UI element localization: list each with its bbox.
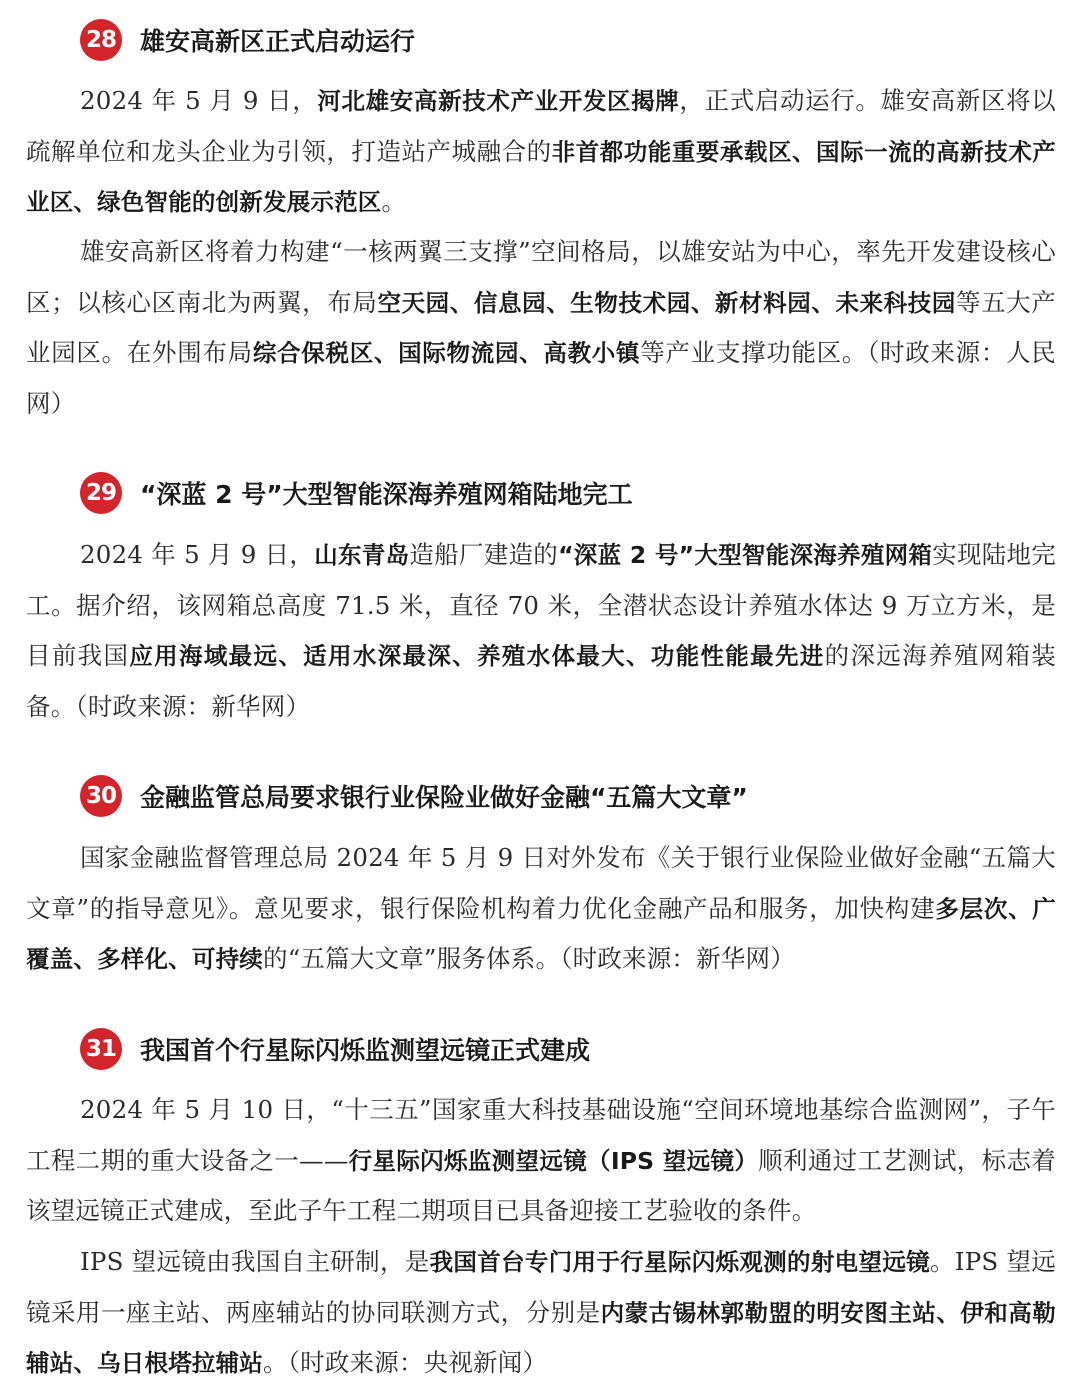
article-title: 雄安高新区正式启动运行: [140, 27, 416, 56]
article-title-row: [80, 773, 748, 819]
text-run: IPS 望远镜由我国自主研制，是: [80, 1247, 430, 1276]
text-run: 2024 年 5 月 9 日，: [80, 540, 315, 569]
number-badge: 28: [80, 19, 122, 61]
bold-text-run: 空天园、信息园、生物技术园、新材料园、未来科技园: [377, 288, 956, 317]
bold-text-run: 多层次、广覆盖、多样化、可持续: [26, 894, 1057, 973]
bold-text-run: 我国首台专门用于行星际闪烁观测的射电望远镜: [429, 1248, 930, 1276]
article-title: 我国首个行星际闪烁监测望远镜正式建成: [140, 1036, 591, 1065]
article-paragraph: [26, 833, 1056, 985]
bold-text-run: 山东青岛: [314, 541, 410, 569]
article-title: 金融监管总局要求银行业保险业做好金融“五篇大文章”: [140, 783, 748, 812]
article-paragraph: [26, 1237, 1056, 1389]
text-run: 2024 年 5 月 10 日，“十三五”国家重大科技基础设施“空间环境地基综合监测网”，子午工程二期的重大设备之一——: [26, 1095, 1056, 1175]
article-paragraph: [26, 227, 1056, 429]
text-run: 的深远海养殖网箱装备。（时政来源：新华网）: [26, 641, 1056, 721]
bold-text-run: “深蓝 2 号”大型智能深海养殖网箱: [558, 541, 933, 569]
text-run: 。IPS 望远镜采用一座主站、两座辅站的协同联测方式，分别是: [26, 1247, 1057, 1327]
text-run: 顺利通过工艺测试，标志着该望远镜正式建成，至此子午工程二期项目已具备迎接工艺验收的条件。: [26, 1145, 1056, 1225]
bold-text-run: 行星际闪烁监测望远镜（IPS 望远镜）: [348, 1146, 759, 1175]
text-run: 。（时政来源：央视新闻）: [263, 1348, 548, 1377]
text-run: ，正式启动运行。雄安高新区将以疏解单位和龙头企业为引领，打造站产城融合的: [26, 86, 1057, 166]
bold-text-run: 综合保税区、国际物流园、高教小镇: [252, 339, 641, 367]
article-paragraph: [26, 530, 1056, 732]
article-paragraph: [26, 76, 1056, 228]
text-run: 2024 年 5 月 9 日，: [80, 86, 318, 115]
text-run: 的“五篇大文章”服务体系。（时政来源：新华网）: [263, 944, 795, 973]
text-run: 造船厂建造的: [409, 540, 559, 569]
text-run: 雄安高新区将着力构建“一核两翼三支撑”空间格局，以雄安站为中心，率先开发建设核心区；以核心区南北为两翼，布局: [26, 237, 1056, 317]
bold-text-run: 内蒙古锡林郭勒盟的明安图主站、伊和高勒辅站、乌日根塔拉辅站: [26, 1298, 1056, 1377]
text-run: 国家金融监督管理总局 2024 年 5 月 9 日对外发布《关于银行业保险业做好金融“五篇大文章”的指导意见》。意见要求，银行保险机构着力优化金融产品和服务，加快构建: [26, 843, 1056, 923]
text-run: 。: [381, 187, 407, 216]
text-run: 等产业支撑功能区。（时政来源：人民网）: [26, 338, 1056, 418]
bold-text-run: 非首都功能重要承载区、国际一流的高新技术产业区、绿色智能的创新发展示范区: [26, 137, 1057, 216]
text-run: 等五大产业园区。在外围布局: [26, 287, 1056, 367]
bold-text-run: 河北雄安高新技术产业开发区揭牌: [317, 87, 680, 115]
number-badge: 30: [80, 775, 122, 817]
number-badge: 31: [80, 1028, 122, 1070]
article-title-row: [80, 17, 415, 63]
article-title-row: [80, 470, 633, 516]
text-run: 实现陆地完工。据介绍，该网箱总高度 71.5 米，直径 70 米，全潜状态设计养殖水体达 9 万立方米，是目前我国: [26, 540, 1057, 670]
article-title-row: [80, 1026, 590, 1072]
article-paragraph: [26, 1085, 1056, 1237]
bold-text-run: 应用海域最远、适用水深最深、养殖水体最大、功能性能最先进: [129, 642, 825, 670]
article-title: “深蓝 2 号”大型智能深海养殖网箱陆地完工: [140, 480, 633, 509]
number-badge: 29: [80, 472, 122, 514]
